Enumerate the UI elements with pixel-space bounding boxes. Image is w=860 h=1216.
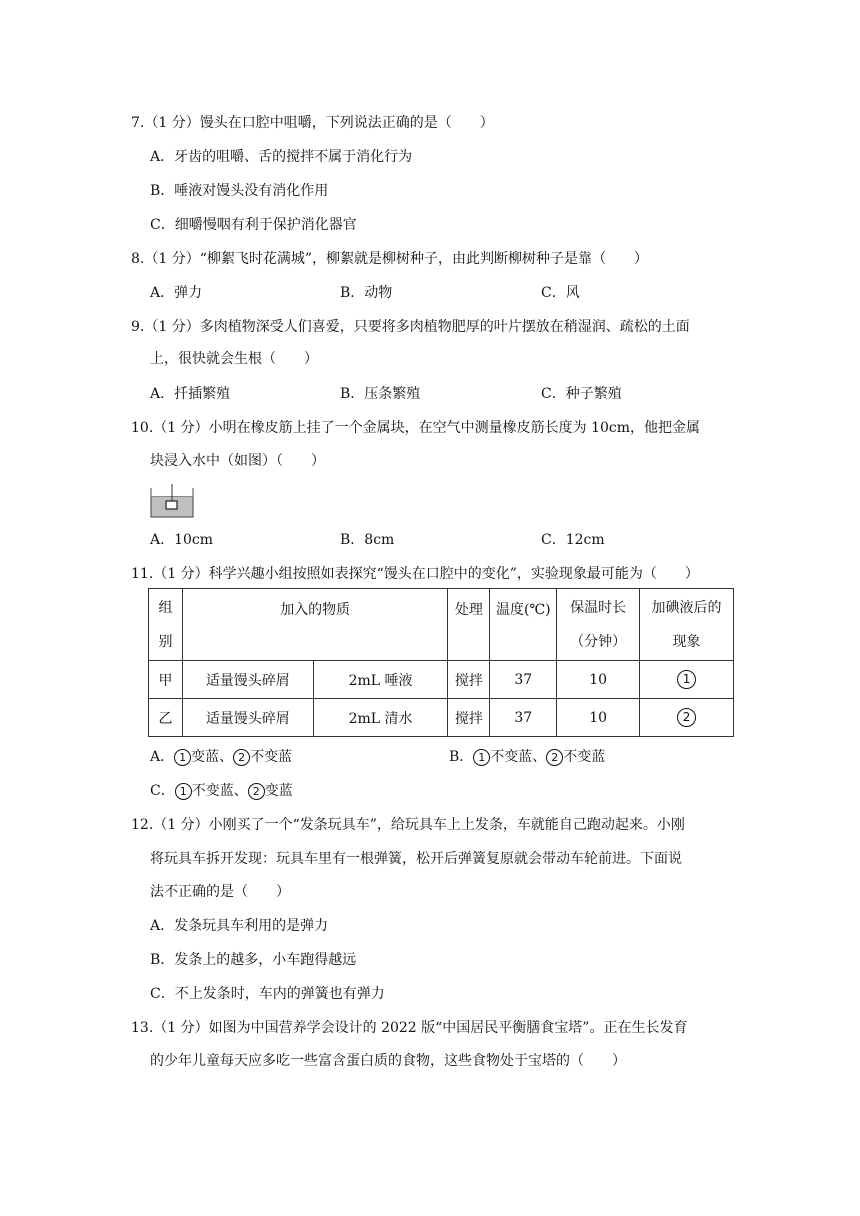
option-text: 不变蓝、 [191, 783, 248, 799]
cell-process: 搅拌 [448, 661, 490, 699]
q7-option-c[interactable]: C．细嚼慢咽有利于保护消化器官 [150, 217, 357, 233]
q10-option-b[interactable]: B．8cm [340, 532, 395, 548]
q11-stem: 11.（1 分）科学兴趣小组按照如表探究“馒头在口腔中的变化”，实验现象最可能为（ ） [131, 566, 699, 582]
header-group [149, 589, 183, 661]
circled-number: 2 [233, 749, 250, 766]
q7-option-a[interactable]: A．牙齿的咀嚼、舌的搅拌不属于消化行为 [150, 149, 413, 165]
header-temperature: 温度(℃) [490, 589, 557, 661]
q8-option-b[interactable]: B．动物 [340, 285, 393, 301]
q13-stem-line1: 13.（1 分）如图为中国营养学会设计的 2022 版“中国居民平衡膳食宝塔”。正在生长发育 [131, 1020, 688, 1036]
experiment-table [148, 588, 734, 737]
cell-material-2: 2mL 唾液 [313, 661, 448, 699]
table-row [149, 661, 734, 699]
table-header-row [149, 589, 734, 661]
cell-material-2: 2mL 清水 [313, 699, 448, 737]
q7-stem: 7.（1 分）馒头在口腔中咀嚼，下列说法正确的是（ ） [131, 115, 494, 131]
cell-group: 乙 [149, 699, 183, 737]
option-text: 变蓝 [264, 783, 293, 799]
cell-group: 甲 [149, 661, 183, 699]
circled-number: 1 [473, 749, 490, 766]
q11-option-c[interactable] [150, 780, 293, 800]
header-group-line1: 组 [158, 599, 173, 616]
q7-option-b[interactable]: B．唾液对馒头没有消化作用 [150, 183, 329, 199]
circled-number: 2 [677, 708, 696, 727]
cell-material-1: 适量馒头碎屑 [182, 699, 313, 737]
header-result-line2: 现象 [672, 633, 701, 650]
option-letter: A． [150, 749, 175, 765]
header-material: 加入的物质 [182, 589, 447, 661]
q8-stem: 8.（1 分）“柳絮飞时花满城”，柳絮就是柳树种子，由此判断柳树种子是靠（ ） [131, 251, 649, 267]
header-result-line1: 加碘液后的 [651, 599, 722, 616]
q9-stem-line2: 上，很快就会生根（ ） [150, 351, 318, 367]
q11-option-a[interactable] [150, 746, 292, 766]
header-group-line2: 别 [158, 633, 173, 650]
option-text: 不变蓝 [563, 749, 606, 765]
q13-stem-line2: 的少年儿童每天应多吃一些富含蛋白质的食物，这些食物处于宝塔的（ ） [150, 1053, 626, 1069]
circled-number: 1 [174, 749, 191, 766]
q10-stem-line2: 块浸入水中（如图）（ ） [150, 453, 325, 469]
q9-stem-line1: 9.（1 分）多肉植物深受人们喜爱，只要将多肉植物肥厚的叶片摆放在稍湿润、疏松的土面 [131, 319, 690, 335]
option-text: 不变蓝、 [490, 749, 547, 765]
q12-option-b[interactable]: B．发条上的越多，小车跑得越远 [150, 952, 357, 968]
cell-time: 10 [557, 699, 640, 737]
q12-stem-line2: 将玩具车拆开发现：玩具车里有一根弹簧，松开后弹簧复原就会带动车轮前进。下面说 [150, 851, 682, 867]
cell-process: 搅拌 [448, 699, 490, 737]
q8-option-a[interactable]: A．弹力 [150, 285, 203, 301]
q9-option-a[interactable]: A．扦插繁殖 [150, 386, 231, 402]
cell-time: 10 [557, 661, 640, 699]
cell-result [640, 699, 734, 737]
cell-material-1: 适量馒头碎屑 [182, 661, 313, 699]
option-text: 不变蓝 [250, 749, 293, 765]
q12-stem-line1: 12.（1 分）小刚买了一个“发条玩具车”，给玩具车上上发条，车就能自己跑动起来。小刚 [131, 817, 685, 833]
option-text: 变蓝、 [191, 749, 234, 765]
option-letter: C． [150, 783, 175, 799]
q11-option-b[interactable] [449, 746, 605, 766]
circled-number: 2 [546, 749, 563, 766]
cell-temperature: 37 [490, 661, 557, 699]
q12-stem-line3: 法不正确的是（ ） [150, 884, 290, 900]
cell-temperature: 37 [490, 699, 557, 737]
option-letter: B． [449, 749, 474, 765]
header-result [640, 589, 734, 661]
q12-option-a[interactable]: A．发条玩具车利用的是弹力 [150, 918, 329, 934]
header-time [557, 589, 640, 661]
q9-option-c[interactable]: C．种子繁殖 [541, 386, 622, 402]
header-time-line1: 保温时长 [570, 599, 627, 616]
q10-option-a[interactable]: A．10cm [150, 532, 214, 548]
table-row [149, 699, 734, 737]
cell-result [640, 661, 734, 699]
header-process: 处理 [448, 589, 490, 661]
circled-number: 2 [248, 783, 265, 800]
circled-number: 1 [677, 670, 696, 689]
circled-number: 1 [175, 783, 192, 800]
q10-stem-line1: 10.（1 分）小明在橡皮筋上挂了一个金属块，在空气中测量橡皮筋长度为 10cm，他把金属 [131, 420, 701, 436]
q10-option-c[interactable]: C．12cm [541, 532, 605, 548]
water-container-figure [150, 484, 194, 518]
q12-option-c[interactable]: C．不上发条时，车内的弹簧也有弹力 [150, 986, 385, 1002]
header-time-line2: （分钟） [570, 633, 627, 650]
q8-option-c[interactable]: C．风 [541, 285, 580, 301]
q9-option-b[interactable]: B．压条繁殖 [340, 386, 421, 402]
